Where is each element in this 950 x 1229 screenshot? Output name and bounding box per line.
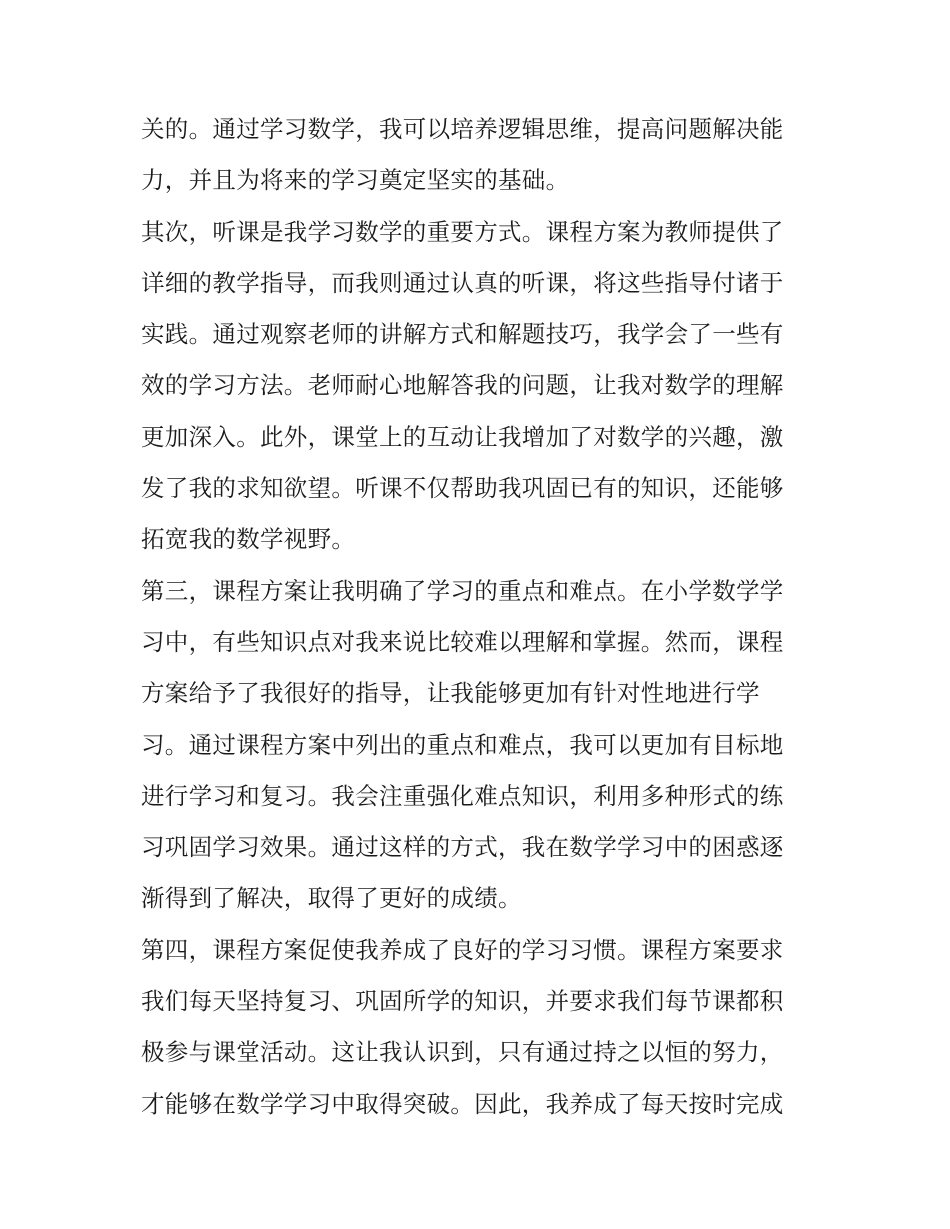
text-line: 才能够在数学学习中取得突破。因此，我养成了每天按时完成: [141, 1089, 784, 1118]
text-line: 实践。通过观察老师的讲解方式和解题技巧，我学会了一些有: [141, 320, 784, 349]
text-line: 第四，课程方案促使我养成了良好的学习习惯。课程方案要求: [141, 935, 784, 964]
text-line: 拓宽我的数学视野。: [141, 525, 356, 554]
text-line: 更加深入。此外，课堂上的互动让我增加了对数学的兴趣，激: [141, 422, 784, 451]
text-line: 方案给予了我很好的指导，让我能够更加有针对性地进行学: [141, 679, 760, 708]
text-line: 其次，听课是我学习数学的重要方式。课程方案为教师提供了: [141, 217, 784, 246]
text-line: 第三，课程方案让我明确了学习的重点和难点。在小学数学学: [141, 576, 784, 605]
text-line: 极参与课堂活动。这让我认识到，只有通过持之以恒的努力，: [141, 1038, 784, 1067]
text-line: 我们每天坚持复习、巩固所学的知识，并要求我们每节课都积: [141, 987, 784, 1016]
text-line: 发了我的求知欲望。听课不仅帮助我巩固已有的知识，还能够: [141, 474, 784, 503]
text-line: 渐得到了解决，取得了更好的成绩。: [141, 884, 522, 913]
text-line: 力，并且为将来的学习奠定坚实的基础。: [141, 166, 570, 195]
text-line: 关的。通过学习数学，我可以培养逻辑思维，提高问题解决能: [141, 115, 784, 143]
body-text: [141, 104, 821, 1130]
text-line: 进行学习和复习。我会注重强化难点知识，利用多种形式的练: [141, 781, 784, 810]
text-line: 习。通过课程方案中列出的重点和难点，我可以更加有目标地: [141, 730, 784, 759]
text-line: 详细的教学指导，而我则通过认真的听课，将这些指导付诸于: [141, 268, 784, 297]
text-line: 习中，有些知识点对我来说比较难以理解和掌握。然而，课程: [141, 627, 784, 656]
text-line: 效的学习方法。老师耐心地解答我的问题，让我对数学的理解: [141, 371, 784, 400]
text-line: 习巩固学习效果。通过这样的方式，我在数学学习中的困惑逐: [141, 833, 784, 862]
